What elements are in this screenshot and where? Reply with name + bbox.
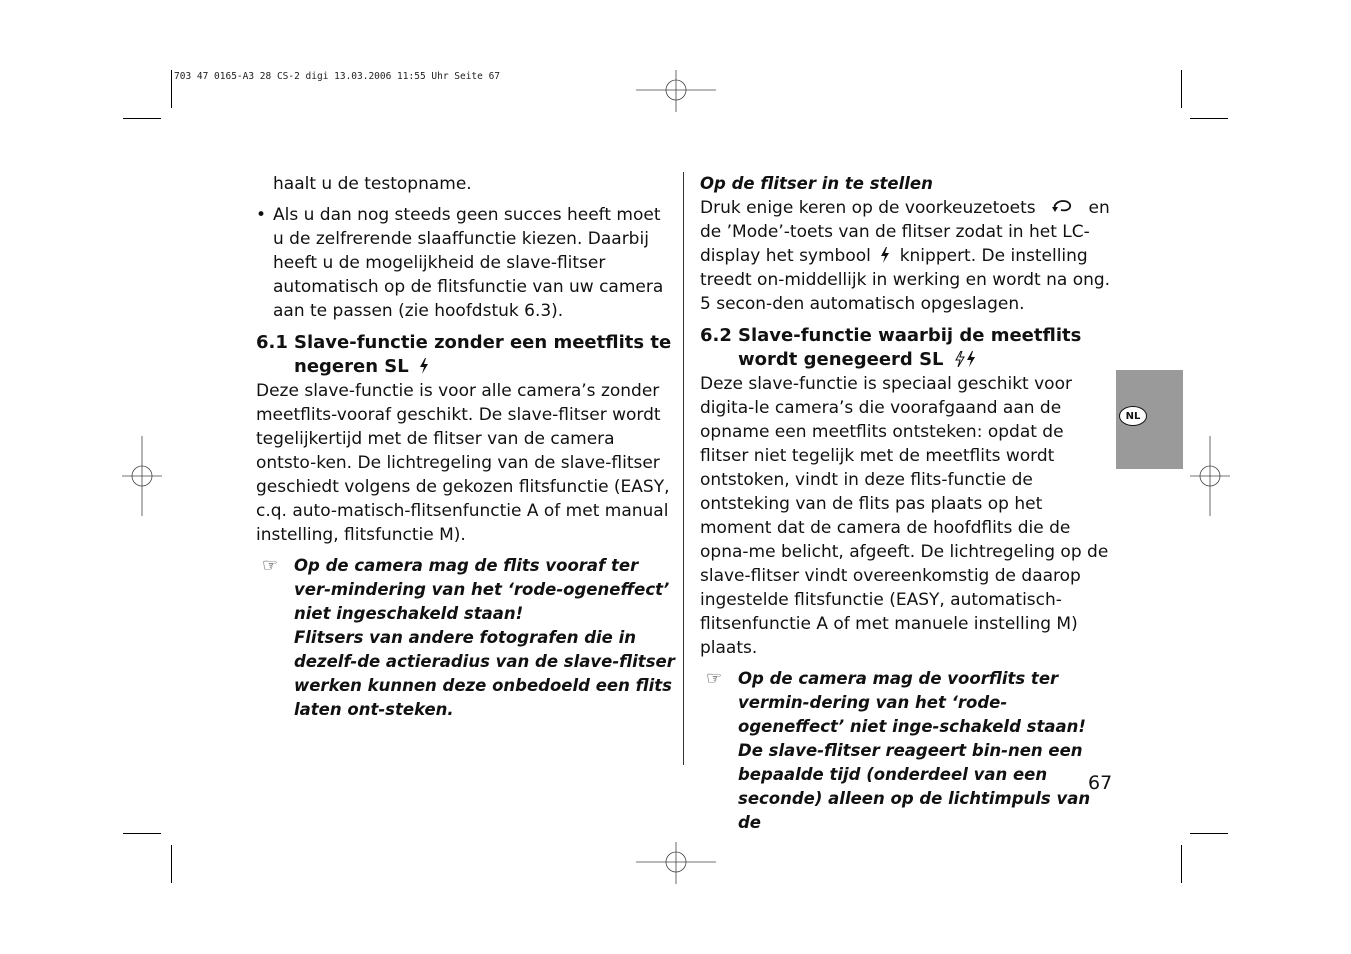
language-badge: NL xyxy=(1119,406,1147,426)
crop-mark-bottom-right-v xyxy=(1181,845,1182,883)
note-text-1: Op de camera mag de flits vooraf ter ver-mindering van het ‘rode-ogeneffect’ niet ingeschakeld staan! xyxy=(294,556,670,623)
column-divider xyxy=(683,172,684,765)
pointing-hand-icon: ☞ xyxy=(262,555,279,576)
flash-bolt-icon xyxy=(880,247,890,263)
bullet-text: Als u dan nog steeds geen succes heeft moet u de zelfrerende slaaffunctie kiezen. Daarbij heeft u de mogelijkheid de slave-flitser automatisch op de flitsfunctie van uw camera aan te passen (zie hoofdstuk 6.3). xyxy=(273,205,664,321)
note-block xyxy=(256,554,676,722)
subheading: Op de flitser in te stellen xyxy=(700,174,933,193)
crop-mark-top-right-h xyxy=(1190,118,1228,119)
crop-mark-bottom-left-v xyxy=(171,845,172,883)
registration-mark-top xyxy=(636,70,716,112)
page-number: 67 xyxy=(1088,772,1113,794)
left-column xyxy=(256,172,676,722)
crop-mark-top-right-v xyxy=(1181,70,1182,108)
pointing-hand-icon: ☞ xyxy=(706,668,723,689)
section-number: 6.2 xyxy=(700,325,732,346)
right-column xyxy=(700,172,1112,835)
crop-mark-bottom-left-h xyxy=(123,833,161,834)
instruction-text-2: en de ’Mode’-toets van de flitser zodat in het LC-display het symbool xyxy=(700,198,1110,266)
crop-mark-top-left-h xyxy=(123,118,161,119)
note-text-2: Flitsers van andere fotografen die in dezelf-de actieradius van de slave-flitser werken kunnen deze onbedoeld een flits laten ont-steken. xyxy=(294,628,675,719)
crop-mark-top-left-v xyxy=(171,70,172,108)
note-text: Op de camera mag de voorflits ter vermin-dering van het ‘rode-ogeneffect’ niet inge-schakeld staan! De slave-flitser reageert bin-nen een bepaalde tijd (onderdeel van een seconde) alleen op de lichtimpuls van de xyxy=(738,669,1091,832)
section-body-text: Deze slave-functie is speciaal geschikt voor digita-le camera’s die voorafgaand aan de opname een meetflits ontsteken: opdat de flitser niet tegelijk met de meetflits wordt ontstoken, vindt in deze flits-functie de ontsteking van de flits pas plaats op het moment dat de camera de hoofdflits die de opna-me belicht, afgeeft. De lichtregeling op de slave-flitser vindt overeenkomstig de daarop ingestelde flitsfunctie (EASY, automatisch-flitsenfunctie A of met manuele instelling M) plaats. xyxy=(700,374,1109,658)
print-header: 703 47 0165-A3 28 CS-2 digi 13.03.2006 11:55 Uhr Seite 67 xyxy=(174,71,501,82)
section-title: Slave-functie zonder een meetflits te negeren SL xyxy=(294,332,672,377)
section-body-text: Deze slave-functie is voor alle camera’s zonder meetflits-vooraf geschikt. De slave-flitser wordt tegelijkertijd met de flitser van de camera ontsto-ken. De lichtregeling van de slave-flitser geschiedt volgens de gekozen flitsfunctie (EASY, c.q. auto-matisch-flitsenfunctie A of met manual instelling, flitsfunctie M). xyxy=(256,381,670,545)
double-flash-bolt-icon xyxy=(955,351,977,367)
bullet-marker: • xyxy=(256,205,267,225)
section-title: Slave-functie waarbij de meetflits wordt genegeerd SL xyxy=(738,325,1082,370)
section-number: 6.1 xyxy=(256,332,288,353)
return-arrow-icon xyxy=(1051,200,1073,214)
section-heading-6-1 xyxy=(256,331,676,379)
section-heading-6-2 xyxy=(700,324,1112,372)
instruction-text-3: knippert. De instelling treedt on-middellijk in werking en wordt na ong. 5 secon-den automatisch opgeslagen. xyxy=(700,246,1111,314)
registration-mark-left xyxy=(122,436,162,516)
bullet-item xyxy=(256,203,676,323)
crop-mark-bottom-right-h xyxy=(1190,833,1228,834)
intro-text: haalt u de testopname. xyxy=(273,174,472,194)
instruction-text-1: Druk enige keren op de voorkeuzetoets xyxy=(700,198,1036,218)
registration-mark-bottom xyxy=(636,842,716,884)
flash-bolt-icon xyxy=(419,358,429,374)
note-block xyxy=(700,667,1112,835)
registration-mark-right xyxy=(1190,436,1230,516)
